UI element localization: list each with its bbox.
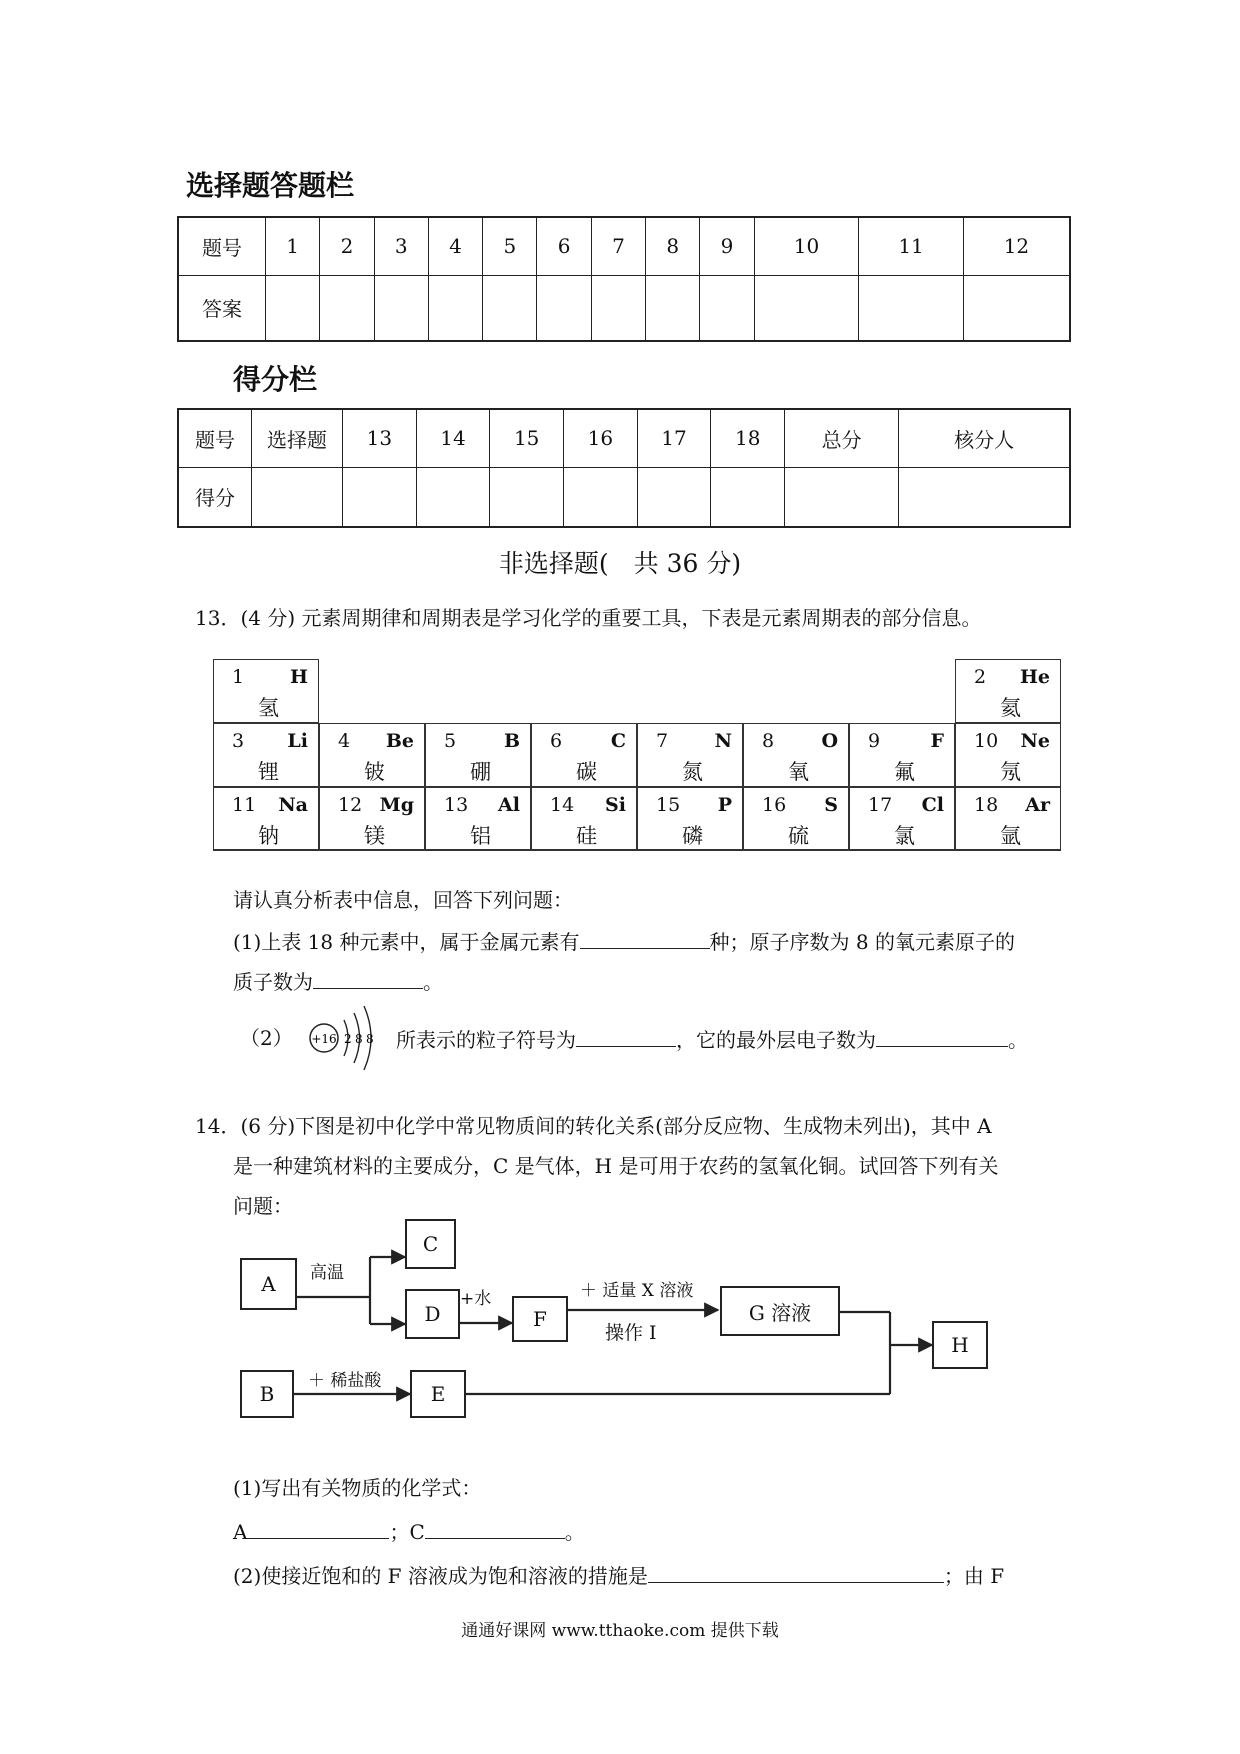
element-symbol: Na: [278, 794, 308, 816]
q13-part1-text-c: 质子数为: [233, 970, 313, 994]
element-name: 氦: [1000, 696, 1021, 720]
element-number: 15: [656, 794, 681, 816]
element-number: 16: [762, 794, 787, 816]
answer-number-cell: 8: [646, 217, 700, 275]
element-symbol: C: [610, 730, 626, 752]
answer-number-cell: 2: [320, 217, 374, 275]
q14-part2-end: ；由 F: [943, 1564, 1005, 1588]
element-symbol: H: [290, 666, 308, 688]
formula-c-blank[interactable]: [425, 1516, 565, 1539]
q14-part2-text: (2)使接近饱和的 F 溶液成为饱和溶液的措施是: [233, 1564, 648, 1588]
q14-part1-a-label: A: [233, 1520, 248, 1544]
q13-part1-text-b: 种；原子序数为 8 的氧元素原子的: [709, 930, 1015, 954]
node-f: F: [512, 1296, 568, 1342]
element-name: 硅: [576, 824, 597, 848]
shell-electron-count: 8: [355, 1032, 363, 1046]
answer-number-cell: 11: [859, 217, 964, 275]
element-symbol: Li: [287, 730, 308, 752]
score-column-header: 13: [343, 409, 417, 467]
element-number: 11: [232, 794, 257, 816]
answer-number-cell: 6: [537, 217, 591, 275]
score-column-header: 17: [637, 409, 711, 467]
element-symbol: Al: [498, 794, 520, 816]
element-name: 氩: [1000, 824, 1021, 848]
element-symbol: Cl: [921, 794, 944, 816]
element-symbol: Ne: [1020, 730, 1050, 752]
q13-part2-text-c: ，它的最外层电子数为: [676, 1028, 876, 1052]
node-a: A: [240, 1258, 297, 1310]
answer-header-label: 题号: [178, 217, 266, 275]
element-name: 镁: [364, 824, 385, 848]
element-name: 铝: [470, 824, 491, 848]
element-number: 9: [868, 730, 881, 752]
q13-part2-number: （2）: [240, 1026, 293, 1050]
element-name: 氢: [258, 696, 279, 720]
element-symbol: B: [503, 730, 520, 752]
element-number: 1: [232, 666, 245, 688]
element-number: 4: [338, 730, 351, 752]
score-column-header: 14: [416, 409, 490, 467]
score-column-header: 18: [711, 409, 785, 467]
answer-row-label: 答案: [178, 275, 266, 341]
q14-stem-line2: 是一种建筑材料的主要成分，C 是气体，H 是可用于农药的氢氧化铜。试回答下列有关: [233, 1154, 999, 1178]
element-name: 钠: [258, 824, 279, 848]
element-name: 锂: [258, 760, 279, 784]
q14-part1-end: 。: [564, 1520, 585, 1544]
element-name: 碳: [576, 760, 597, 784]
node-b: B: [240, 1370, 294, 1418]
element-symbol: Ar: [1025, 794, 1050, 816]
answer-number-cell: 7: [591, 217, 645, 275]
score-column-header: 16: [564, 409, 638, 467]
score-column-header: 总分: [785, 409, 899, 467]
element-number: 3: [232, 730, 245, 752]
element-symbol: He: [1019, 666, 1050, 688]
element-name: 铍: [364, 760, 385, 784]
answer-number-cell: 9: [700, 217, 754, 275]
label-operation: 操作 I: [605, 1322, 657, 1344]
element-number: 12: [338, 794, 363, 816]
footer-source: 通通好课网 www.tthaoke.com 提供下载: [461, 1621, 779, 1641]
q14-stem-line3: 问题：: [233, 1194, 293, 1218]
element-number: 13: [444, 794, 469, 816]
node-e: E: [410, 1370, 466, 1418]
element-name: 氖: [1000, 760, 1021, 784]
element-name: 氟: [894, 760, 915, 784]
q14-part2: [233, 1560, 1004, 1590]
score-header-label: 题号: [178, 409, 252, 467]
element-name: 磷: [682, 824, 703, 848]
score-row-label: 得分: [178, 467, 252, 527]
element-name: 氧: [788, 760, 809, 784]
q13-part2-text-d: 。: [1008, 1028, 1028, 1052]
answer-number-cell: 3: [374, 217, 428, 275]
element-symbol: O: [821, 730, 838, 752]
q13-intro: 请认真分析表中信息，回答下列问题：: [233, 888, 573, 912]
answer-number-cell: 10: [754, 217, 859, 275]
nucleus-charge: +16: [311, 1032, 337, 1046]
score-column-header: 核分人: [899, 409, 1070, 467]
q14-part1: (1)写出有关物质的化学式：: [233, 1476, 482, 1500]
q13-stem: 13．(4 分) 元素周期律和周期表是学习化学的重要工具，下表是元素周期表的部分信息。: [195, 606, 982, 630]
element-number: 8: [762, 730, 775, 752]
saturation-method-blank[interactable]: [648, 1560, 944, 1583]
label-plus-water: +水: [460, 1289, 492, 1309]
element-name: 氮: [682, 760, 703, 784]
element-symbol: Si: [605, 794, 626, 816]
non-choice-title: 非选择题( 共 36 分): [498, 549, 742, 578]
node-c: C: [405, 1219, 456, 1269]
element-name: 硫: [788, 824, 809, 848]
element-number: 10: [974, 730, 999, 752]
element-symbol: N: [714, 730, 732, 752]
element-symbol: Be: [385, 730, 414, 752]
element-number: 18: [974, 794, 999, 816]
q14-part1-answers: [233, 1516, 585, 1546]
label-plus-x: ＋ 适量 X 溶液: [580, 1281, 694, 1301]
answer-number-cell: 4: [428, 217, 482, 275]
answer-number-cell: 5: [483, 217, 537, 275]
q14-part1-c-label: ；C: [389, 1520, 425, 1544]
shell-electron-count: 2: [344, 1032, 352, 1046]
element-number: 5: [444, 730, 457, 752]
q13-part1-text-d: 。: [423, 970, 443, 994]
shell-electron-count: 8: [366, 1032, 374, 1046]
label-high-temp: 高温: [310, 1263, 344, 1283]
element-name: 氯: [894, 824, 915, 848]
formula-a-blank[interactable]: [247, 1516, 389, 1539]
answer-number-cell: 12: [963, 217, 1070, 275]
label-plus-hcl: ＋ 稀盐酸: [308, 1371, 382, 1391]
element-number: 14: [550, 794, 575, 816]
score-column-header: 选择题: [252, 409, 343, 467]
q13-part1-text-a: (1)上表 18 种元素中，属于金属元素有: [233, 930, 580, 954]
score-column-header: 15: [490, 409, 564, 467]
node-d: D: [405, 1289, 460, 1339]
q13-part2-text-b: 所表示的粒子符号为: [396, 1028, 576, 1052]
score-section-title: 得分栏: [233, 363, 318, 396]
element-number: 6: [550, 730, 563, 752]
element-number: 7: [656, 730, 669, 752]
node-g: G 溶液: [720, 1286, 840, 1336]
answer-section-title: 选择题答题栏: [186, 169, 355, 202]
node-h: H: [932, 1321, 988, 1369]
element-symbol: F: [930, 730, 944, 752]
element-number: 17: [868, 794, 893, 816]
element-symbol: P: [717, 794, 732, 816]
element-number: 2: [974, 666, 987, 688]
answer-number-cell: 1: [266, 217, 320, 275]
element-symbol: Mg: [379, 794, 414, 816]
element-name: 硼: [470, 760, 491, 784]
q14-stem-line1: 14．(6 分)下图是初中化学中常见物质间的转化关系(部分反应物、生成物未列出)，其中 A: [195, 1114, 992, 1138]
element-symbol: S: [824, 794, 838, 816]
